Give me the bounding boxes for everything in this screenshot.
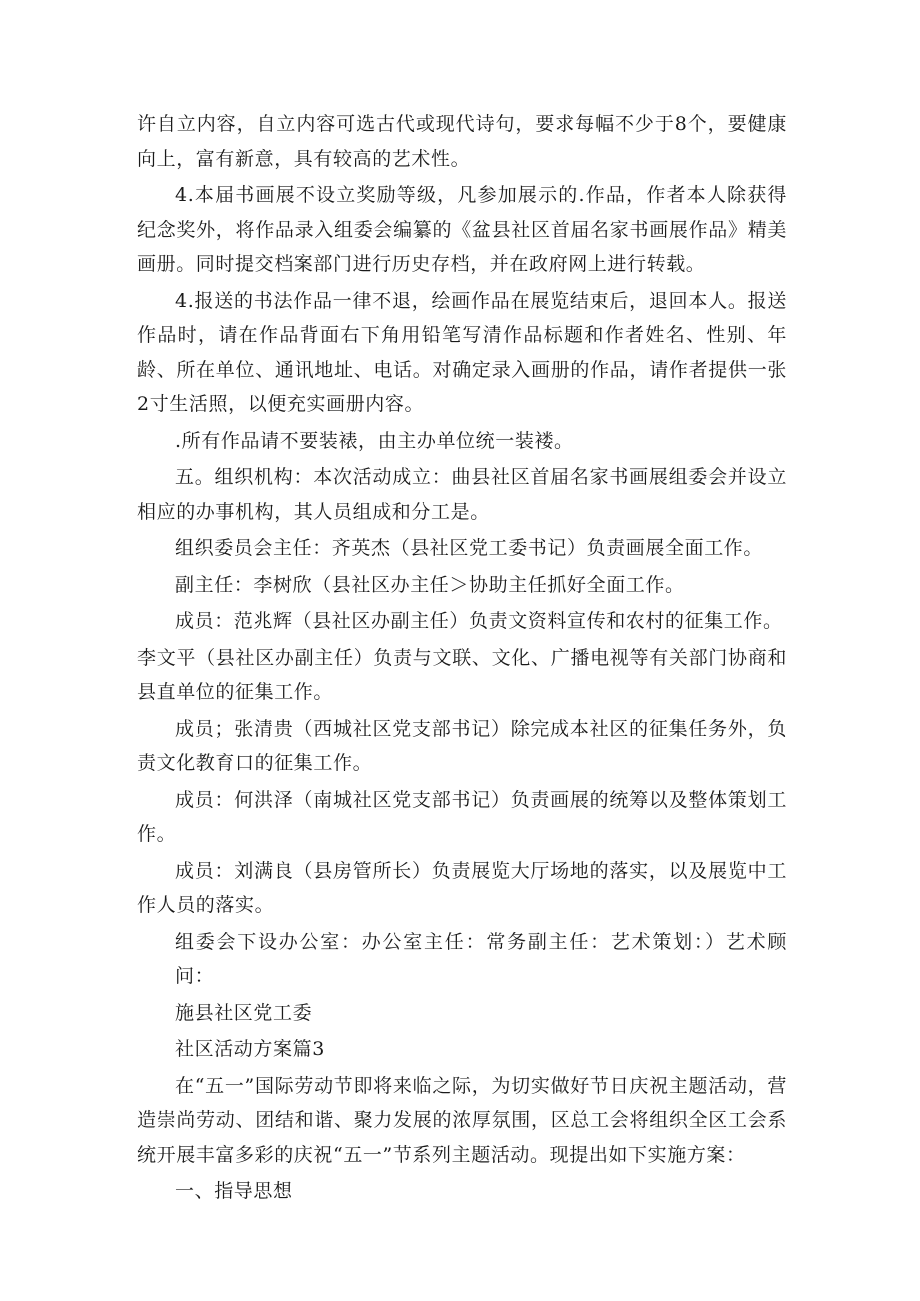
paragraph-11: 成员：何洪泽（南城社区党支部书记）负责画展的统筹以及整体策划工作。 [137,788,787,845]
paragraph-2: 4.本届书画展不设立奖励等级，凡参加展示的.作品，作者本人除获得纪念奖外，将作品录入组委会编纂的《盆县社区首届名家书画展作品》精美画册。同时提交档案部门进行历史存档，并在政府网上进行转载。 [137,184,787,275]
document-body [137,107,787,1211]
subheading-guiding-ideology: 一、指导思想 [175,1180,293,1202]
paragraph-10: 成员；张清贵（西城社区党支部书记）除完成本社区的征集任务外，负责文化教育口的征集工作。 [137,717,787,774]
paragraph-14: 施县社区党工委 [175,1001,313,1024]
section-heading: 社区活动方案篇3 [175,1038,325,1060]
paragraph-3: 4.报送的书法作品一律不退，绘画作品在展览结束后，退回本人。报送作品时，请在作品背面右下角用铅笔写清作品标题和作者姓名、性别、年龄、所在单位、通讯地址、电话。对确定录入画册的作品，请作者提供一张2寸生活照，以便充实画册内容。 [137,289,787,415]
paragraph-8: 成员：范兆辉（县社区办副主任）负责文资料宣传和农村的征集工作。 [175,610,783,632]
paragraph-1: 许自立内容，自立内容可选古代或现代诗句，要求每幅不少于8个，要健康向上，富有新意，具有较高的艺术性。 [137,113,787,170]
paragraph-16: 在“五一”国际劳动节即将来临之际，为切实做好节日庆祝主题活动，营造崇尚劳动、团结和谐、聚力发展的浓厚氛围，区总工会将组织全区工会系统开展丰富多彩的庆祝“五一”节系列主题活动。现提出如下实施方案： [137,1074,787,1166]
paragraph-12: 成员：刘满良（县房管所长）负责展览大厅场地的落实，以及展览中工作人员的落实。 [137,859,787,916]
paragraph-13: 组委会下设办公室：办公室主任：常务副主任：艺术策划：）艺术顾问： [175,930,787,987]
paragraph-5: 五。组织机构：本次活动成立：曲县社区首届名家书画展组委会并设立相应的办事机构，其人员组成和分工是。 [137,466,787,523]
paragraph-4: .所有作品请不要装裱，由主办单位统一装褛。 [175,429,574,452]
paragraph-6: 组织委员会主任：齐英杰（县社区党工委书记）负责画展全面工作。 [175,537,764,559]
paragraph-9: 李文平（县社区办副主任）负责与文联、文化、广播电视等有关部门协商和县直单位的征集工作。 [137,646,787,703]
paragraph-7: 副主任：李树欣（县社区办主任＞协助主任抓好全面工作。 [175,573,685,596]
